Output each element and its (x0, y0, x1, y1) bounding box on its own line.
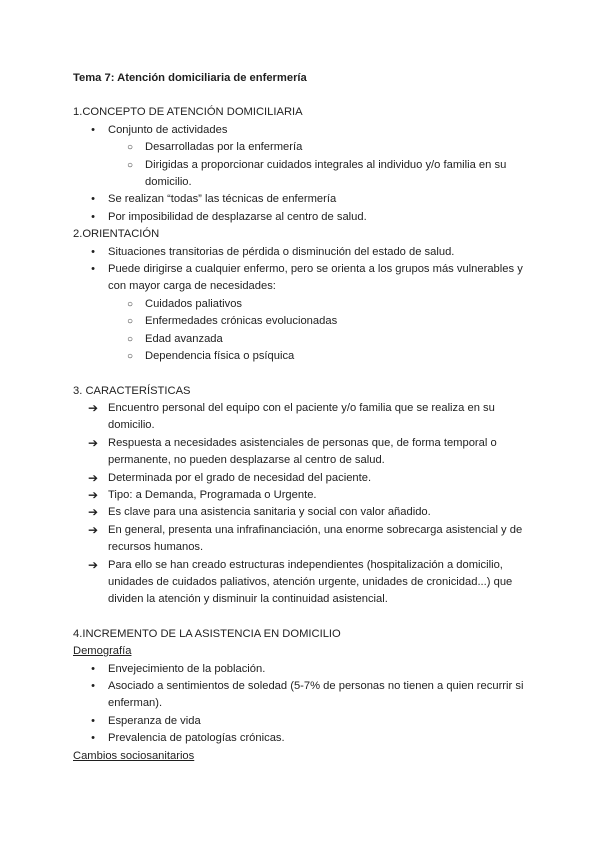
subsection-heading: Demografía (73, 645, 132, 658)
list-item (73, 261, 533, 296)
arrow-icon: ➔ (87, 557, 99, 572)
list-item-text: Por imposibilidad de desplazarse al centro de salud. (108, 210, 367, 223)
document-title: Tema 7: Atención domiciliaria de enfermería (73, 72, 307, 84)
section-caracteristicas (73, 383, 533, 609)
list-item-text: Para ello se han creado estructuras independientes (hospitalización a domicilio, unidades de cuidados paliativos, atención urgente, unidades de cronicidad...) que dividen la atención y disminuir la continuidad asistencial. (108, 558, 513, 606)
list-item-text: Asociado a sentimientos de soledad (5-7% de personas no tienen a quien recurrir si enferman). (108, 680, 524, 710)
list-item-text: Dependencia física o psíquica (145, 350, 295, 363)
list-item (73, 122, 533, 139)
list-item-text: Situaciones transitorias de pérdida o disminución del estado de salud. (108, 245, 455, 258)
list-item (73, 331, 533, 348)
list-item (73, 487, 533, 504)
arrow-icon: ➔ (87, 505, 99, 520)
list-item-text: Prevalencia de patologías crónicas. (108, 732, 285, 745)
section-orientacion (73, 226, 533, 365)
list-item-text: Esperanza de vida (108, 714, 201, 727)
list-item (73, 470, 533, 487)
list-item (73, 730, 533, 747)
section-incremento (73, 626, 533, 765)
section-heading: 2.ORIENTACIÓN (73, 228, 160, 241)
section-list (73, 400, 533, 609)
arrow-icon: ➔ (87, 487, 99, 502)
list-item (73, 296, 533, 313)
list-item-text: Respuesta a necesidades asistenciales de personas que, de forma temporal o permanente, no pueden desplazarse al centro de salud. (108, 436, 497, 467)
list-item (73, 157, 533, 192)
section-list (73, 661, 533, 748)
list-item (73, 244, 533, 261)
list-item (73, 209, 533, 226)
section-heading: 1.CONCEPTO DE ATENCIÓN DOMICILIARIA (73, 106, 303, 119)
list-item (73, 348, 533, 365)
section-concepto (73, 104, 533, 226)
bullet-icon: • (91, 210, 95, 223)
list-item (73, 557, 533, 609)
subsection-heading: Cambios sociosanitarios (73, 749, 195, 762)
circle-bullet-icon: ○ (126, 351, 134, 363)
bullet-icon: • (91, 123, 95, 136)
bullet-icon: • (91, 662, 95, 675)
arrow-icon: ➔ (87, 470, 99, 485)
list-item (73, 191, 533, 208)
list-item (73, 139, 533, 156)
circle-bullet-icon: ○ (126, 142, 134, 154)
list-item-text: Se realizan “todas” las técnicas de enfermería (108, 193, 337, 206)
bullet-icon: • (91, 714, 95, 727)
list-item-text: Determinada por el grado de necesidad del paciente. (108, 471, 372, 484)
bullet-icon: • (91, 680, 95, 692)
list-item (73, 522, 533, 557)
circle-bullet-icon: ○ (126, 159, 134, 171)
list-item-text: Envejecimiento de la población. (108, 662, 266, 675)
list-item (73, 400, 533, 435)
section-heading: 4.INCREMENTO DE LA ASISTENCIA EN DOMICILIO (73, 627, 341, 640)
list-item-text: Conjunto de actividades (108, 123, 228, 136)
list-item (73, 713, 533, 730)
arrow-icon: ➔ (87, 522, 99, 537)
section-heading: 3. CARACTERÍSTICAS (73, 384, 191, 397)
list-item-text: En general, presenta una infrafinanciación, una enorme sobrecarga asistencial y de recursos humanos. (108, 523, 523, 554)
list-item-text: Dirigidas a proporcionar cuidados integrales al individuo y/o familia en su domicilio. (145, 158, 507, 189)
section-list (73, 122, 533, 226)
bullet-icon: • (91, 193, 95, 206)
list-item-text: Puede dirigirse a cualquier enfermo, pero se orienta a los grupos más vulnerables y con mayor carga de necesidades: (108, 263, 523, 293)
list-item (73, 504, 533, 521)
arrow-icon: ➔ (87, 400, 99, 415)
list-item (73, 435, 533, 470)
list-item-text: Es clave para una asistencia sanitaria y social con valor añadido. (108, 506, 431, 519)
list-item-text: Cuidados paliativos (145, 297, 243, 310)
list-item-text: Tipo: a Demanda, Programada o Urgente. (108, 488, 317, 501)
list-item (73, 678, 533, 713)
list-item-text: Desarrolladas por la enfermería (145, 141, 303, 154)
circle-bullet-icon: ○ (126, 333, 134, 345)
list-item-text: Edad avanzada (145, 332, 223, 345)
circle-bullet-icon: ○ (126, 298, 134, 310)
bullet-icon: • (91, 263, 95, 276)
arrow-icon: ➔ (87, 435, 99, 450)
list-item (73, 661, 533, 678)
circle-bullet-icon: ○ (126, 316, 134, 328)
document-body (73, 70, 533, 765)
section-list (73, 244, 533, 366)
list-item-text: Enfermedades crónicas evolucionadas (145, 315, 338, 328)
bullet-icon: • (91, 245, 95, 258)
bullet-icon: • (91, 732, 95, 745)
list-item (73, 313, 533, 330)
list-item-text: Encuentro personal del equipo con el paciente y/o familia que se realiza en su domicilio. (108, 401, 495, 432)
